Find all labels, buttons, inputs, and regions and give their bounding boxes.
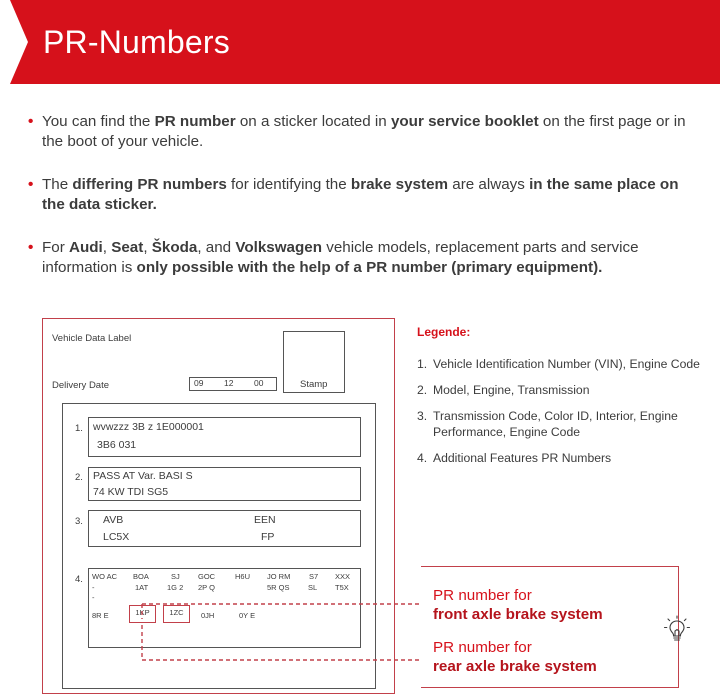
bullet-text-part: , and bbox=[197, 239, 236, 256]
bullet-text-part: are always bbox=[448, 176, 530, 193]
vin-line: wvwzzz 3B z 1E000001 bbox=[93, 421, 204, 433]
front-axle-label: PR number for bbox=[433, 587, 532, 604]
pr-code: JO RM bbox=[267, 572, 291, 581]
rear-axle-system: rear axle brake system bbox=[433, 658, 597, 675]
pr-code: 5R QS bbox=[267, 583, 290, 592]
bullet-emphasis: PR number bbox=[154, 113, 236, 130]
pr-number-callout bbox=[421, 566, 679, 688]
bullet-pr-location bbox=[28, 112, 688, 151]
front-axle-code: 1KP bbox=[135, 608, 150, 617]
bullet-text-part: , bbox=[143, 239, 152, 256]
pr-code: - bbox=[92, 583, 95, 592]
bullet-text-part: You can find the bbox=[42, 113, 155, 130]
row-number: 2. bbox=[75, 472, 83, 483]
date-month: 12 bbox=[224, 378, 234, 388]
pr-code: SL bbox=[308, 583, 318, 592]
pr-code: - bbox=[92, 593, 95, 602]
pr-code: S7 bbox=[309, 572, 319, 581]
bullet-text-part: The bbox=[42, 176, 73, 193]
bullet-emphasis: Volkswagen bbox=[235, 239, 322, 256]
bullet-brake-system bbox=[28, 175, 688, 214]
page-header bbox=[0, 0, 720, 84]
bullet-emphasis: Škoda bbox=[151, 239, 198, 256]
row-number: 4. bbox=[75, 574, 83, 585]
row-box bbox=[88, 417, 361, 457]
bullet-text-part: , bbox=[102, 239, 112, 256]
legend-item bbox=[417, 356, 707, 372]
legend-text: Additional Features PR Numbers bbox=[433, 451, 612, 465]
bullet-emphasis: only possible with the help of a PR number (primary equipment). bbox=[136, 258, 603, 276]
row-number: 1. bbox=[75, 423, 83, 434]
delivery-date-label: Delivery Date bbox=[52, 380, 110, 391]
legend-text: Transmission Code, Color ID, Interior, Engine Performance, Engine Code bbox=[433, 409, 678, 439]
row-box bbox=[88, 510, 361, 547]
bullet-emphasis: differing PR numbers bbox=[72, 176, 227, 193]
legend-number: 1. bbox=[417, 357, 428, 371]
pr-code: 8R E bbox=[92, 611, 109, 620]
pr-code: XXX bbox=[335, 572, 351, 581]
lightbulb-icon bbox=[662, 614, 692, 644]
engine-perf: FP bbox=[261, 531, 275, 543]
bullet-brands bbox=[28, 238, 688, 277]
info-bullet-list bbox=[28, 112, 688, 301]
bullet-dot: • bbox=[28, 239, 34, 256]
rear-axle-label: PR number for bbox=[433, 639, 532, 656]
legend-item bbox=[417, 408, 707, 440]
engine-line: 74 KW TDI SG5 bbox=[93, 486, 169, 498]
pr-code: 0Y E bbox=[239, 611, 256, 620]
bullet-text-part: vehicle models, replacement parts and service information is bbox=[42, 239, 639, 276]
color-id: EEN bbox=[254, 514, 276, 526]
delivery-date-box bbox=[189, 377, 277, 391]
pr-code: T5X bbox=[335, 583, 349, 592]
bullet-emphasis: brake system bbox=[350, 176, 449, 193]
vehicle-data-sticker bbox=[42, 318, 395, 694]
bullet-emphasis: your service booklet bbox=[390, 113, 539, 130]
bullet-text-part: on a sticker located in bbox=[235, 113, 391, 130]
date-year: 00 bbox=[254, 378, 264, 388]
interior-code: LC5X bbox=[103, 531, 130, 543]
row-box bbox=[88, 467, 361, 501]
bullet-text-part: for identifying the bbox=[226, 176, 351, 193]
legend-item bbox=[417, 382, 707, 398]
pr-numbers-box bbox=[88, 568, 361, 648]
pr-code: 0JH bbox=[201, 611, 215, 620]
model-line: PASS AT Var. BASI S bbox=[93, 470, 193, 482]
bullet-dot: • bbox=[28, 113, 34, 130]
bullet-emphasis: Seat bbox=[111, 239, 144, 256]
pr-code: 1G 2 bbox=[167, 583, 184, 592]
legend-text: Vehicle Identification Number (VIN), Engine Code bbox=[433, 357, 700, 371]
bullet-text bbox=[42, 113, 686, 150]
bullet-text bbox=[42, 239, 639, 276]
pr-code: WO AC bbox=[92, 572, 118, 581]
sticker-label: Vehicle Data Label bbox=[52, 333, 132, 344]
legend-list bbox=[417, 356, 707, 476]
row-number: 3. bbox=[75, 516, 83, 527]
pr-code: SJ bbox=[171, 572, 180, 581]
legend-number: 4. bbox=[417, 451, 428, 465]
sticker-data-area bbox=[62, 403, 376, 689]
pr-code: H6U bbox=[235, 572, 251, 581]
pr-code: 2P Q bbox=[198, 583, 215, 592]
front-axle-system: front axle brake system bbox=[433, 606, 603, 623]
page-title: PR-Numbers bbox=[43, 24, 230, 60]
pr-code: BOA bbox=[133, 572, 149, 581]
bullet-text-part: For bbox=[42, 239, 70, 256]
bullet-dot: • bbox=[28, 176, 34, 193]
rear-axle-code: 1ZC bbox=[169, 608, 184, 617]
bullet-emphasis: in the same place on the data sticker. bbox=[42, 176, 679, 213]
date-day: 09 bbox=[194, 378, 204, 388]
legend-text: Model, Engine, Transmission bbox=[433, 383, 590, 397]
bullet-text bbox=[42, 176, 678, 213]
bullet-text-part: on the first page or in the boot of your vehicle. bbox=[42, 113, 686, 150]
legend-number: 3. bbox=[417, 409, 428, 423]
engine-code-line: 3B6 031 bbox=[97, 439, 137, 451]
transmission-code: AVB bbox=[103, 514, 124, 526]
stamp-label: Stamp bbox=[300, 379, 328, 390]
stamp-box bbox=[283, 331, 345, 393]
bullet-emphasis: Audi bbox=[69, 239, 103, 256]
header-chevron-notch bbox=[0, 0, 32, 84]
pr-code: 1AT bbox=[135, 583, 149, 592]
pr-code-front-axle bbox=[129, 605, 156, 623]
legend-item bbox=[417, 450, 707, 466]
pr-code-rear-axle bbox=[163, 605, 190, 623]
legend-title: Legende: bbox=[417, 325, 471, 339]
pr-code: GOC bbox=[198, 572, 216, 581]
legend-number: 2. bbox=[417, 383, 428, 397]
